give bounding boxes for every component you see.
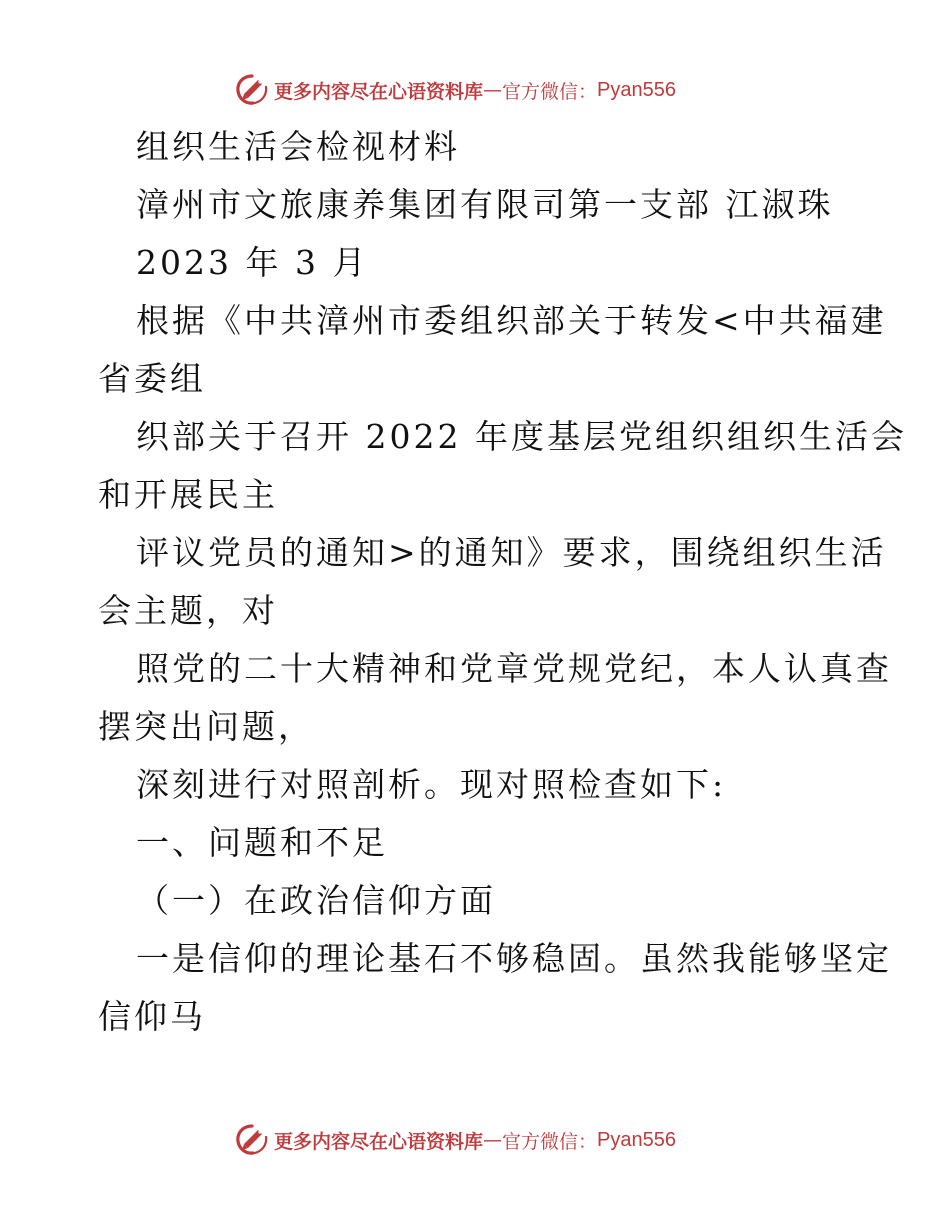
pen-swirl-logo-icon [234, 72, 270, 108]
document-line: 织部关于召开 2022 年度基层党组织组织生活会 [136, 417, 907, 456]
watermark-wechat-label: 官方微信： [502, 1130, 598, 1153]
watermark-separator: — [483, 79, 503, 101]
document-line: 省委组 [98, 359, 206, 398]
document-line: 漳州市文旅康养集团有限司第一支部 江淑珠 [136, 185, 834, 224]
watermark-site-text: 更多内容尽在心语资料库 [274, 80, 484, 103]
watermark-banner-top [234, 72, 676, 108]
document-line: 一、问题和不足 [136, 823, 388, 862]
watermark-site-text: 更多内容尽在心语资料库 [274, 1130, 484, 1153]
document-line: 和开展民主 [98, 475, 278, 514]
watermark-wechat-id: Pyan556 [597, 78, 676, 101]
pen-swirl-logo-icon [234, 1122, 270, 1158]
document-line: 深刻进行对照剖析。现对照检查如下: [136, 765, 727, 804]
document-line: 评议党员的通知>的通知》要求，围绕组织生活 [136, 533, 887, 572]
document-line: 会主题，对 [98, 591, 278, 630]
document-line: 根据《中共漳州市委组织部关于转发<中共福建 [136, 301, 887, 340]
watermark-banner-bottom [234, 1122, 676, 1158]
document-body [98, 118, 907, 1046]
document-line: 组织生活会检视材料 [136, 127, 460, 166]
document-line: 一是信仰的理论基石不够稳固。虽然我能够坚定 [136, 939, 892, 978]
watermark-separator: — [483, 1129, 503, 1151]
document-line: （一）在政治信仰方面 [136, 881, 496, 920]
document-line: 摆突出问题， [98, 707, 314, 746]
document-line: 信仰马 [98, 997, 206, 1036]
watermark-wechat-label: 官方微信： [502, 80, 598, 103]
watermark-wechat-id: Pyan556 [597, 1128, 676, 1151]
document-line: 照党的二十大精神和党章党规党纪，本人认真查 [136, 649, 892, 688]
document-line: 2023 年 3 月 [136, 243, 369, 282]
